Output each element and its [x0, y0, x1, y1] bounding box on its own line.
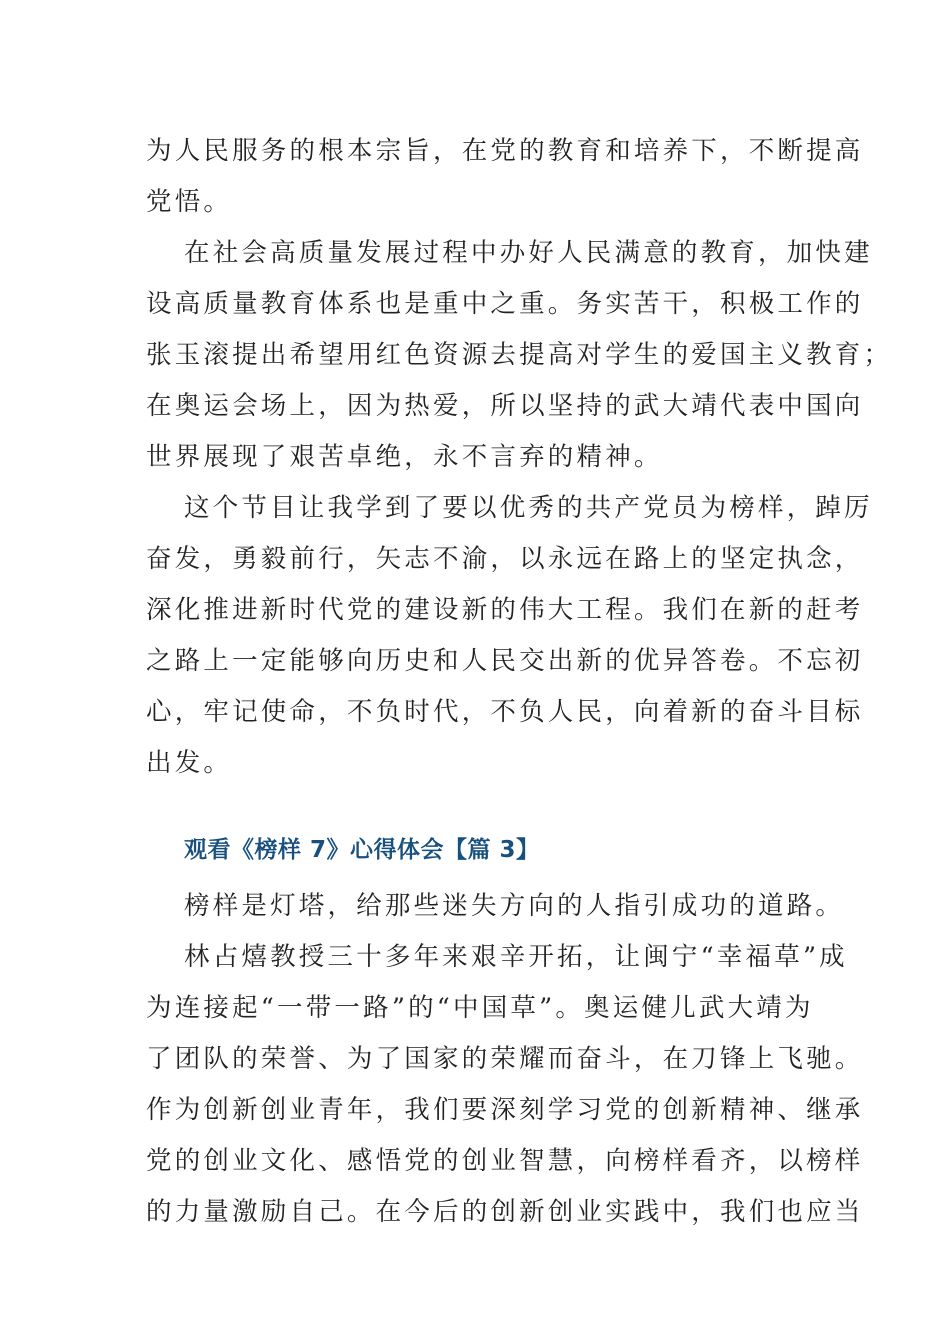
text-line: 榜样是灯塔，给那些迷失方向的人指引成功的道路。 [184, 891, 845, 921]
text-line: 党悟。 [146, 187, 233, 217]
document-body [146, 126, 893, 1238]
text-line: 深化推进新时代党的建设新的伟大工程。我们在新的赶考 [146, 595, 864, 625]
text-line: 的力量激励自己。在今后的创新创业实践中，我们也应当 [146, 1197, 864, 1227]
text-line: 设高质量教育体系也是重中之重。务实苦干，积极工作的 [146, 289, 864, 319]
text-line: 这个节目让我学到了要以优秀的共产党员为榜样，踔厉 [184, 493, 873, 523]
text-line: 为人民服务的根本宗旨，在党的教育和培养下，不断提高 [146, 136, 864, 166]
text-line: 党的创业文化、感悟党的创业智慧，向榜样看齐，以榜样 [146, 1146, 864, 1176]
text-line: 世界展现了艰苦卓绝，永不言弃的精神。 [146, 442, 663, 472]
text-line: 在社会高质量发展过程中办好人民满意的教育，加快建 [184, 238, 873, 268]
paragraph-innovation [146, 932, 864, 1238]
paragraph-lighthouse [146, 881, 845, 932]
text-line: 了团队的荣誉、为了国家的荣耀而奋斗，在刀锋上飞驰。 [146, 1044, 864, 1074]
text-line: 在奥运会场上，因为热爱，所以坚持的武大靖代表中国向 [146, 391, 864, 421]
text-line: 出发。 [146, 748, 233, 778]
paragraph-education [146, 228, 893, 483]
text-line: 之路上一定能够向历史和人民交出新的优异答卷。不忘初 [146, 646, 864, 676]
text-line: 为连接起“一带一路”的“中国草”。奥运健儿武大靖为 [146, 993, 814, 1023]
text-line: 林占熺教授三十多年来艰辛开拓，让闽宁“幸福草”成 [184, 942, 848, 972]
section-heading: 观看《榜样 7》心得体会【篇 3】 [184, 837, 540, 863]
text-line: 心，牢记使命，不负时代，不负人民，向着新的奋斗目标 [146, 697, 864, 727]
text-line: 奋发，勇毅前行，矢志不渝，以永远在路上的坚定执念， [146, 544, 864, 574]
paragraph-continuation [146, 126, 864, 228]
text-line: 作为创新创业青年，我们要深刻学习党的创新精神、继承 [146, 1095, 864, 1125]
text-line: 张玉滚提出希望用红色资源去提高对学生的爱国主义教育； [146, 340, 893, 370]
paragraph-program [146, 483, 873, 789]
